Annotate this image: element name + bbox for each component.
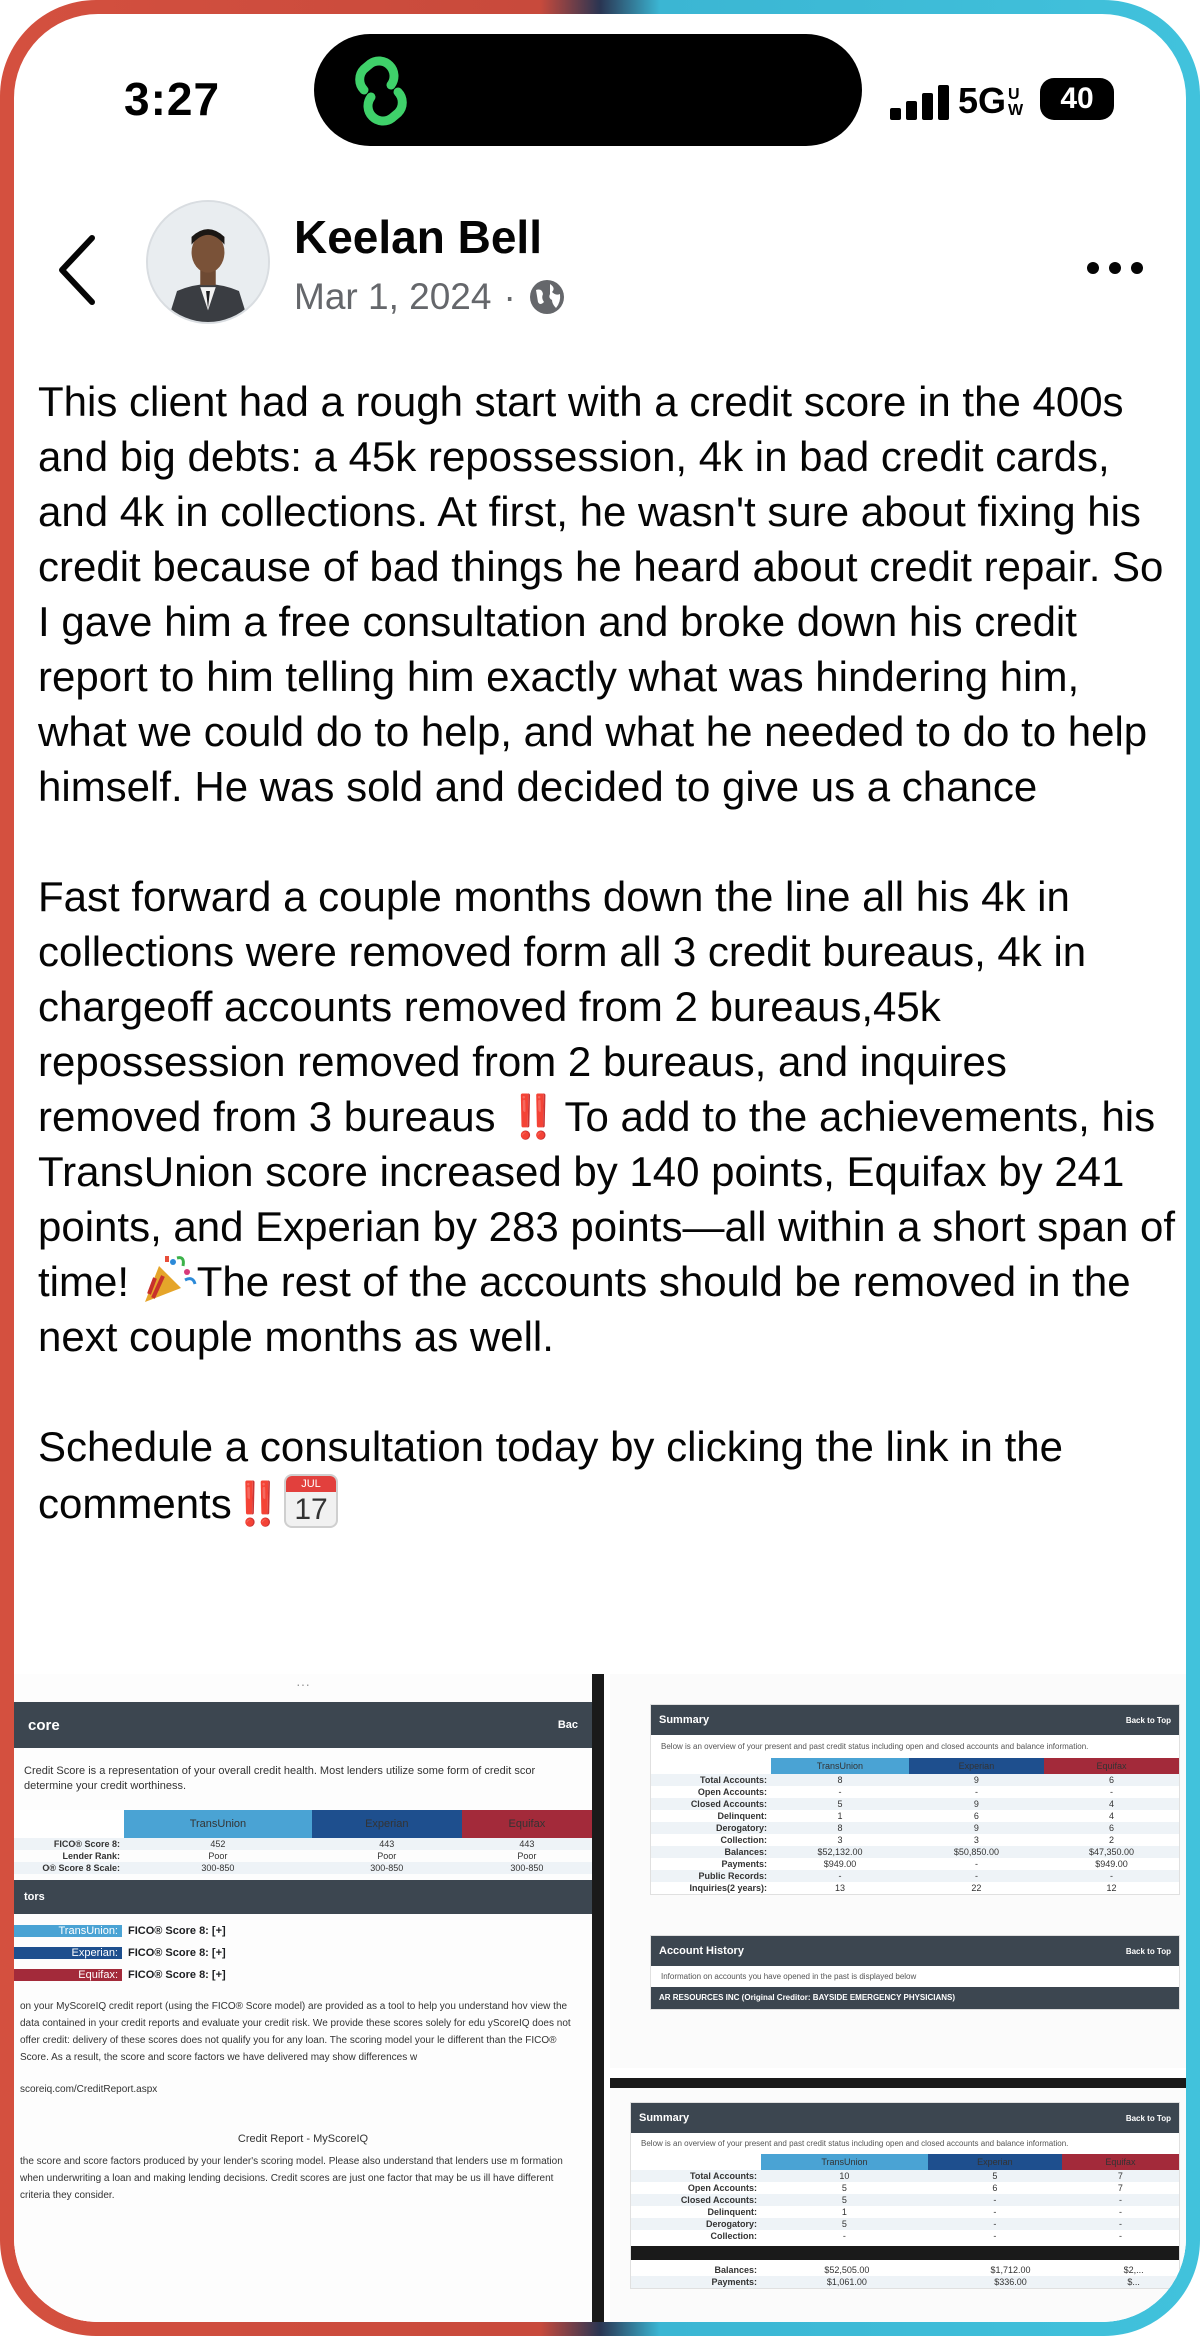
credit-score-screenshot[interactable]: ··· core Bac Credit Score is a representation of your overall credit health. Most lenders utilize some form of credit scor determine your credit worthiness. TransUnion Experian Equifax FICO® Score 8: 452 443 443 Lender Rank: Poor Poor Poor O® Score 8 Scale: 300-850 300-850 300-850 tors TransUnion: FICO® Score 8: [+] Experian: FICO® Score 8: [+] Equifax: FICO® Score 8: [+] on your MyScoreIQ credit report (using the FICO® Score model) are provided as a tool to help you understand hov view the data contained in your credit reports and evaluate your credit risk. We provide these scores solely for edu yScoreIQ does not offer credit: delivery of these scores does not qualify you for any loan. The scoring model your le different than the FICO® Score. As a result, the score and score factors we have delivered may show differences w scoreiq.com/CreditReport.aspx Credit Report - MyScoreIQ the score and score factors produced by your lender's scoring model. Please also understand that lenders use m formation when underwriting a loan and making lending decisions. Credit scores are just one factor that may be us ill have different criteria they consider. [14,1674,604,2322]
summary-title: Summary [639,2112,690,2124]
report-url: scoreiq.com/CreditReport.aspx [20,2084,158,2095]
report-footer-title: Credit Report - MyScoreIQ [237,2133,369,2145]
author-name[interactable]: Keelan Bell [294,211,542,263]
network-type: 5G UW [958,80,1024,121]
summary-intro: Below is an overview of your present and past credit status including open and closed accounts and balance information. [641,2139,1069,2148]
post-date[interactable]: Mar 1, 2024 [294,276,492,317]
summary-intro: Below is an overview of your present and past credit status including open and closed accounts and balance information. [661,1742,1089,1751]
post-text [38,374,1178,1531]
back-arrow-icon[interactable] [54,230,100,310]
more-options-icon[interactable] [1084,258,1146,278]
meta-separator: · [503,276,516,317]
account-history-title: Account History [659,1945,744,1957]
double-exclamation-emoji: ‼️ [507,1093,554,1140]
double-exclamation-emoji: ‼️ [231,1480,279,1527]
account-name: AR RESOURCES INC (Original Creditor: BAYSIDE EMERGENCY PHYSICIANS) [651,1987,1179,2009]
back-to-top-link[interactable]: Back to Top [1125,1715,1171,1725]
avatar[interactable] [146,200,270,324]
report-footer-text: the score and score factors produced by your lender's scoring model. Please also understand that lenders use m formation when underwriting a loan and making lending decisions. Credit scores are just one factor that may be us ill have different criteria they consider. [20,2156,563,2201]
phone-screen [14,14,1186,2322]
back-link[interactable]: Bac [557,1719,578,1731]
summary-table: TransUnion Experian Equifax Total Accounts: 10 5 7 Open Accounts: 5 6 7 Closed Accounts: 5 - - Delinquent: 1 - - Derogatory: 5 - - Collection: - - - [631,2154,1179,2242]
calendar-icon: JUL 17 [284,1474,338,1528]
avatar-photo [148,202,268,322]
battery-indicator: 40 [1040,78,1114,120]
cell-signal-icon [890,84,952,120]
factors-title: tors [14,1880,592,1914]
post-meta [294,276,566,318]
post-paragraph-3: Schedule a consultation today by clicking the link in the comments‼️ JUL 17 [38,1423,1063,1527]
status-time: 3:27 [124,73,221,125]
post-paragraph-1: This client had a rough start with a credit score in the 400s and big debts: a 45k repossession, 4k in bad credit cards, and 4k in collections. At first, he wasn't sure about fixing his credit because of bad things he heard about credit repair. So I gave him a free consultation and broke down his credit report to him telling him exactly what was hindering him, what we could do to help, and what he needed to do to help himself. He was sold and decided to give us a chance [38,378,1164,810]
factors-list: TransUnion: FICO® Score 8: [+] Experian: FICO® Score 8: [+] Equifax: FICO® Score 8: [+] [14,1920,592,1986]
score-disclaimer: on your MyScoreIQ credit report (using the FICO® Score model) are provided as a tool to help you understand hov view the data contained in your credit reports and evaluate your credit risk. We provide these scores solely for edu yScoreIQ does not offer credit: delivery of these scores does not qualify you for any loan. The scoring model your le different than the FICO® Score. As a result, the score and score factors we have delivered may show differences w [20,2001,571,2063]
post-image-gallery[interactable] [14,1674,1186,2322]
globe-icon [528,278,566,316]
summary-table: TransUnion Experian Equifax Total Accounts: 8 9 6 Open Accounts: - - - Closed Accounts: 5 9 4 Delinquent: 1 6 4 Derogatory: 8 9 6 Collection: 3 3 2 Balances: $52,132.00 $50,850.00 $47,350.00 Payments: $949.00 - $949.00 Public Records: - - - Inquiries(2 years): 13 22 12 [651,1758,1179,1894]
party-popper-icon [141,1254,197,1304]
account-history-intro: Information on accounts you have opened in the past is displayed below [661,1972,917,1981]
score-intro-2: determine your credit worthiness. [24,1780,187,1792]
link-app-icon [342,56,420,126]
account-summary-screenshot-2[interactable] [610,2078,1186,2322]
score-table: TransUnion Experian Equifax FICO® Score 8: 452 443 443 Lender Rank: Poor Poor Poor O® Score 8 Scale: 300-850 300-850 300-850 [14,1810,592,1874]
summary-table-bottom: Balances: $52,505.00 $1,712.00 $2,... Payments: $1,061.00 $336.00 $... [631,2264,1179,2288]
score-intro: Credit Score is a representation of your overall credit health. Most lenders utilize some form of credit scor [24,1765,536,1777]
post-paragraph-2: Fast forward a couple months down the line all his 4k in collections were removed form all 3 credit bureaus, 4k in chargeoff accounts removed from 2 bureaus,45k repossession removed from 2 bureaus, and inquires removed from 3 bureaus ‼️ To add to the achievements, his TransUnion score increased by 140 points, Equifax by 241 points, and Experian by 283 points—all within a short span of time! The rest of the accounts should be removed in the next couple months as well. [38,873,1176,1360]
dynamic-island [314,34,862,146]
account-summary-screenshot-1[interactable] [610,1674,1186,2068]
back-to-top-link[interactable]: Back to Top [1125,1946,1171,1956]
back-to-top-link[interactable]: Back to Top [1125,2113,1171,2123]
score-section-title: core [28,1716,60,1734]
summary-title: Summary [659,1714,710,1726]
